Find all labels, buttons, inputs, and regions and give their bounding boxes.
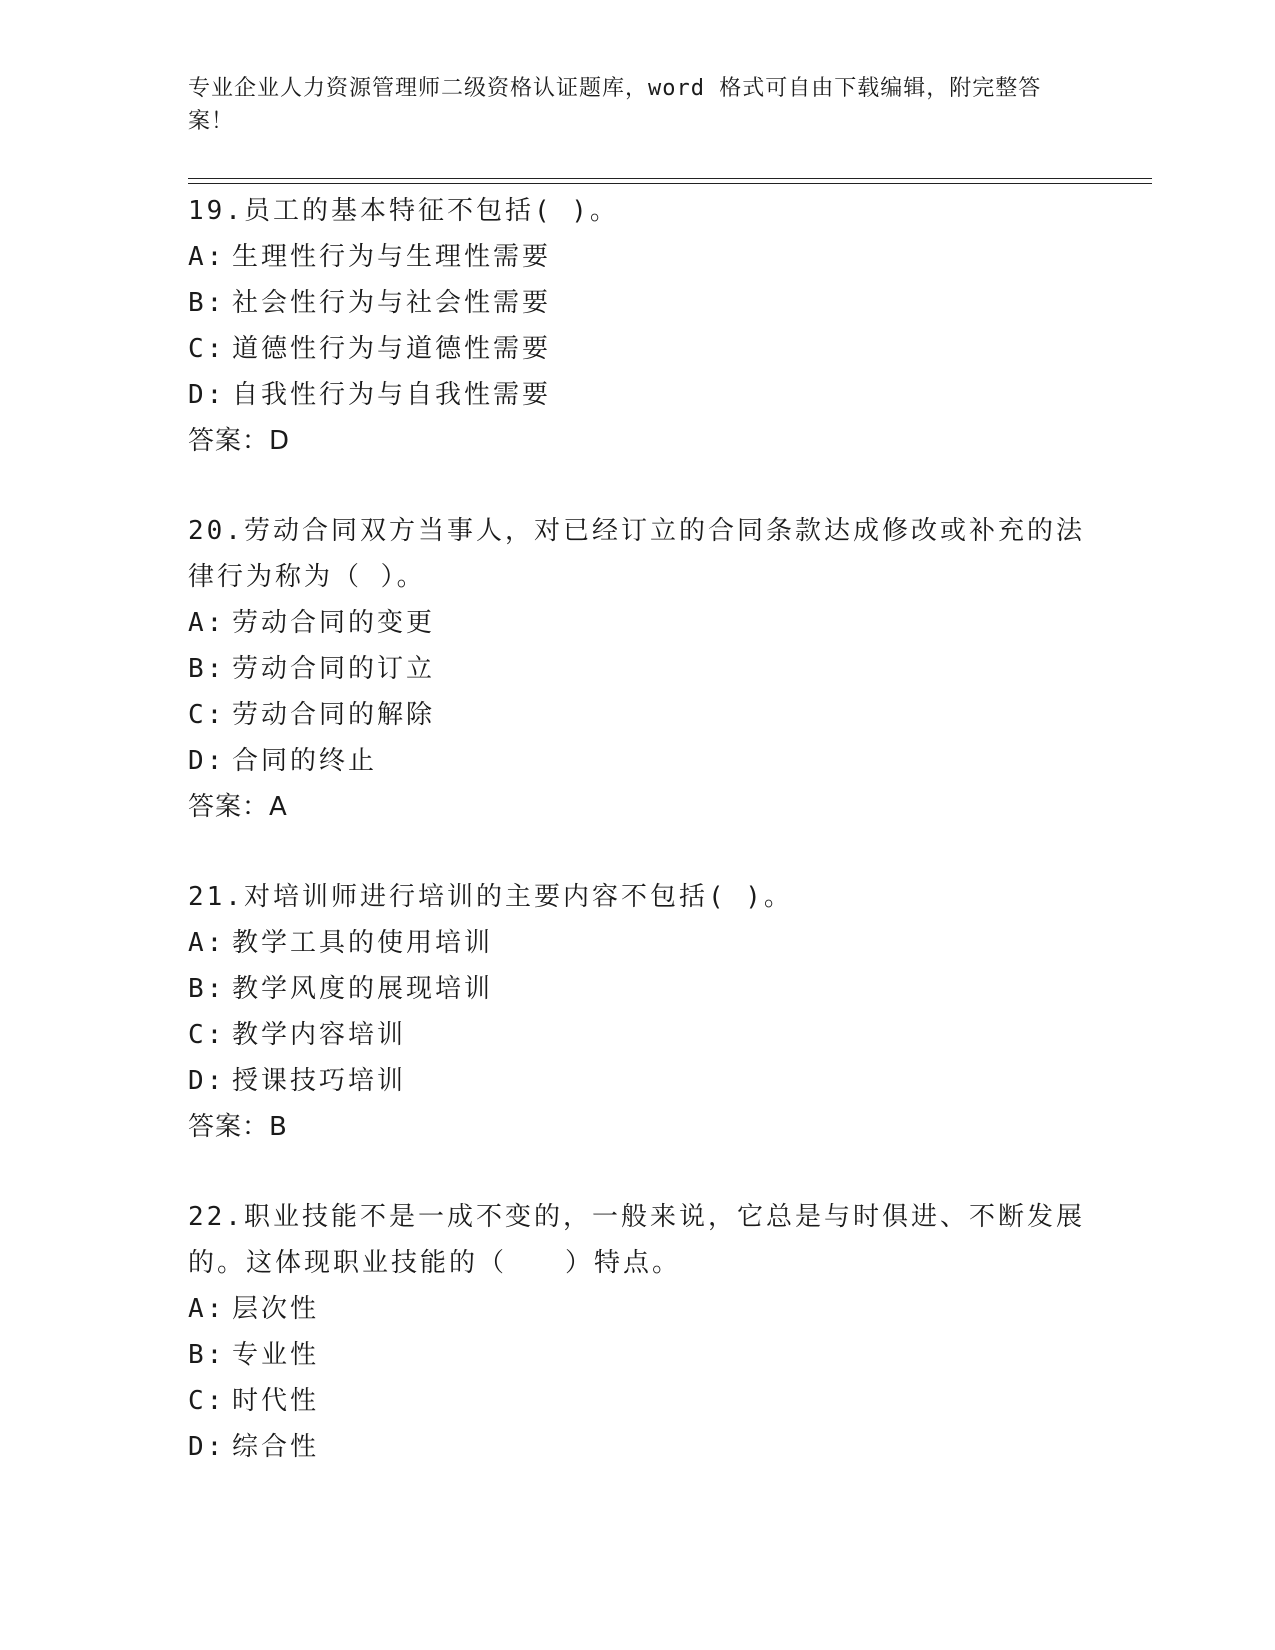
option-b (188, 646, 1088, 692)
question-21 (188, 874, 1088, 1150)
option-letter: C: (188, 700, 226, 730)
option-a (188, 920, 1088, 966)
option-text: 教学工具的使用培训 (232, 928, 494, 958)
option-b (188, 1332, 1088, 1378)
header-divider-top (188, 178, 1152, 179)
option-c (188, 326, 1088, 372)
option-c (188, 1012, 1088, 1058)
option-letter: B: (188, 654, 226, 684)
question-stem: 21.对培训师进行培训的主要内容不包括( )。 (188, 882, 793, 912)
question-list (188, 188, 1088, 1470)
answer-line: 答案：D (188, 426, 291, 456)
option-d (188, 372, 1088, 418)
option-text: 层次性 (232, 1294, 320, 1324)
answer-line: 答案：B (188, 1112, 288, 1142)
option-text: 专业性 (232, 1340, 320, 1370)
option-text: 劳动合同的订立 (232, 654, 436, 684)
option-letter: D: (188, 746, 226, 776)
question-19 (188, 188, 1088, 464)
option-text: 教学内容培训 (232, 1020, 407, 1050)
option-text: 劳动合同的解除 (232, 700, 436, 730)
option-text: 综合性 (232, 1432, 320, 1462)
answer-line: 答案：A (188, 792, 288, 822)
option-letter: D: (188, 1432, 226, 1462)
option-a (188, 1286, 1088, 1332)
question-stem: 22.职业技能不是一成不变的，一般来说，它总是与时俱进、不断发展的。这体现职业技能的（ ）特点。 (188, 1202, 1085, 1278)
option-letter: A: (188, 928, 226, 958)
option-text: 自我性行为与自我性需要 (232, 380, 552, 410)
option-letter: B: (188, 974, 226, 1004)
option-a (188, 234, 1088, 280)
option-text: 劳动合同的变更 (232, 608, 436, 638)
option-text: 教学风度的展现培训 (232, 974, 494, 1004)
option-text: 授课技巧培训 (232, 1066, 407, 1096)
option-letter: D: (188, 1066, 226, 1096)
question-20 (188, 508, 1088, 830)
header-divider-bottom (188, 183, 1152, 184)
option-text: 合同的终止 (232, 746, 378, 776)
option-letter: A: (188, 608, 226, 638)
option-c (188, 1378, 1088, 1424)
option-letter: C: (188, 1020, 226, 1050)
option-letter: B: (188, 1340, 226, 1370)
question-stem: 19.员工的基本特征不包括( )。 (188, 196, 619, 226)
option-b (188, 966, 1088, 1012)
option-text: 道德性行为与道德性需要 (232, 334, 552, 364)
option-letter: D: (188, 380, 226, 410)
option-text: 生理性行为与生理性需要 (232, 242, 552, 272)
option-letter: B: (188, 288, 226, 318)
option-text: 时代性 (232, 1386, 320, 1416)
option-b (188, 280, 1088, 326)
option-letter: C: (188, 1386, 226, 1416)
option-letter: A: (188, 242, 226, 272)
option-text: 社会性行为与社会性需要 (232, 288, 552, 318)
option-c (188, 692, 1088, 738)
document-header: 专业企业人力资源管理师二级资格认证题库，word 格式可自由下载编辑，附完整答案！ (188, 76, 1042, 134)
option-d (188, 1424, 1088, 1470)
option-a (188, 600, 1088, 646)
question-22 (188, 1194, 1088, 1470)
option-letter: C: (188, 334, 226, 364)
option-d (188, 1058, 1088, 1104)
option-letter: A: (188, 1294, 226, 1324)
question-stem: 20.劳动合同双方当事人，对已经订立的合同条款达成修改或补充的法律行为称为（ ）。 (188, 516, 1085, 592)
option-d (188, 738, 1088, 784)
